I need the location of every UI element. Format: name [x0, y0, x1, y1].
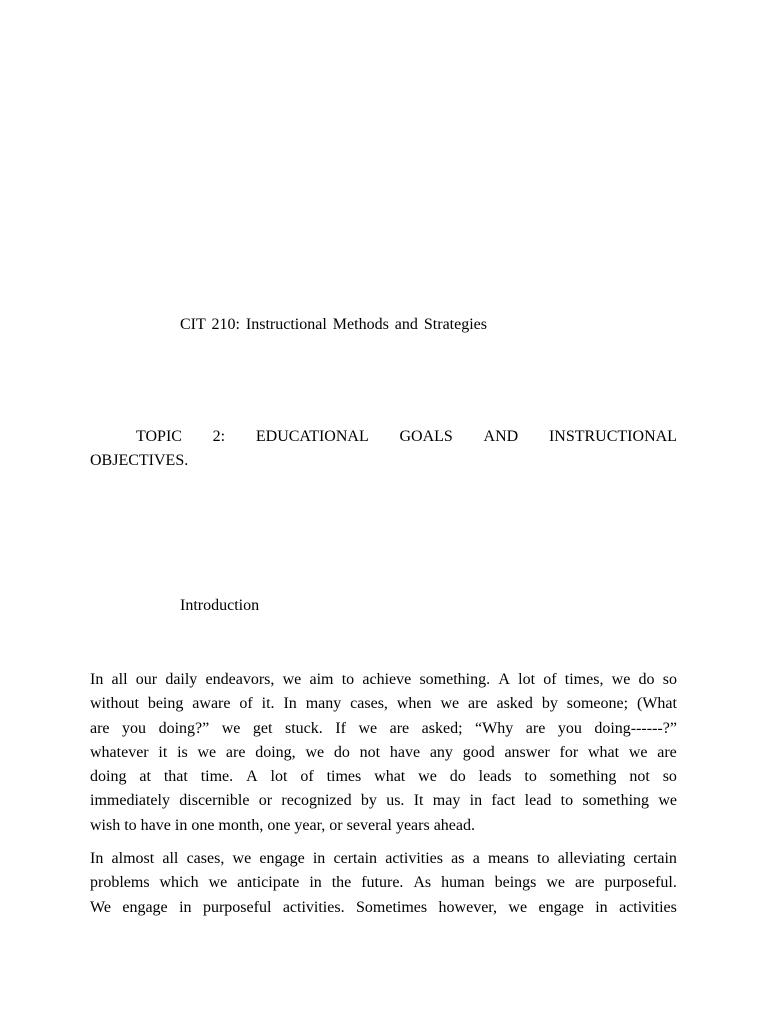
word: good	[462, 743, 495, 761]
word: daily	[165, 671, 198, 688]
word: times	[326, 768, 362, 786]
word: in	[179, 898, 192, 916]
word: to	[560, 792, 574, 810]
word: are	[574, 874, 595, 892]
word: we	[232, 850, 252, 868]
word: do	[333, 743, 350, 761]
word: without	[90, 695, 139, 713]
word: of	[543, 671, 557, 688]
paragraph	[90, 847, 677, 920]
word: engage	[122, 898, 168, 916]
word: problems	[90, 874, 150, 892]
word: being	[147, 695, 184, 713]
word: our	[135, 671, 158, 688]
word: doing	[90, 768, 127, 786]
word: any	[429, 743, 453, 761]
paragraph-line	[90, 741, 677, 765]
word: by	[541, 695, 558, 713]
word: immediately	[90, 792, 170, 810]
word: in	[309, 874, 322, 892]
topic-word: INSTRUCTIONAL	[548, 428, 677, 445]
word: activities.	[282, 898, 345, 916]
word: recognized	[281, 792, 352, 810]
word: purposeful.	[604, 874, 677, 892]
word: engage	[538, 898, 584, 916]
word: are	[389, 719, 410, 737]
word: we	[611, 671, 631, 688]
word: the	[331, 874, 352, 892]
word: As	[413, 874, 432, 892]
word: A	[246, 768, 258, 786]
word: a	[472, 850, 480, 868]
word: however,	[438, 898, 497, 916]
word: future.	[361, 874, 404, 892]
word: we	[282, 671, 302, 688]
word: is	[177, 743, 188, 761]
word: cases,	[186, 850, 225, 868]
topic-word: 2:	[212, 428, 226, 445]
word: something	[549, 768, 617, 786]
word: do	[638, 671, 655, 688]
word: we	[305, 743, 325, 761]
word: certain	[633, 850, 677, 868]
word: activities	[385, 850, 443, 868]
word: Sometimes	[356, 898, 428, 916]
word: or	[258, 792, 273, 810]
word: engage	[259, 850, 305, 868]
section-heading-introduction: Introduction	[180, 597, 260, 614]
word: all	[162, 850, 179, 868]
course-title: CIT 210: Instructional Methods and Strategies	[180, 316, 487, 333]
word: we	[208, 874, 228, 892]
word: it.	[261, 695, 275, 713]
topic-heading-line-1	[90, 425, 677, 449]
paragraph-line	[90, 692, 677, 716]
word: purposeful	[202, 898, 272, 916]
word: asked;	[421, 719, 463, 737]
paragraph-line	[90, 847, 677, 871]
topic-word: EDUCATIONAL	[255, 428, 369, 445]
word: at	[139, 768, 151, 786]
word: In	[90, 850, 104, 868]
word: so	[662, 768, 677, 786]
word: do	[449, 768, 466, 786]
word: us.	[386, 792, 405, 810]
word: what	[374, 768, 406, 786]
word: something.	[419, 671, 491, 688]
word: by	[360, 792, 377, 810]
word: that	[163, 768, 188, 786]
word: have	[389, 743, 421, 761]
paragraph-line	[90, 871, 677, 895]
word: what	[587, 743, 620, 761]
word: asked	[496, 695, 533, 713]
word: human	[441, 874, 485, 892]
word: It	[413, 792, 424, 810]
word: discernible	[179, 792, 250, 810]
word: are	[525, 719, 546, 737]
paragraph-line	[90, 896, 677, 920]
word: we	[628, 743, 648, 761]
word: to	[537, 850, 550, 868]
word: we	[418, 768, 437, 786]
word: when	[396, 695, 432, 713]
word: someone;	[566, 695, 629, 713]
word: not	[629, 768, 650, 786]
word: we	[358, 719, 378, 737]
word: for	[559, 743, 579, 761]
word: so	[662, 671, 677, 688]
topic-word: TOPIC	[136, 428, 182, 445]
word: you	[557, 719, 582, 737]
word: not	[359, 743, 381, 761]
word: are	[225, 743, 246, 761]
word: certain	[333, 850, 378, 868]
word: of	[239, 695, 253, 713]
topic-word: GOALS	[399, 428, 453, 445]
word: (What	[637, 695, 677, 713]
paragraph-line	[90, 717, 677, 741]
word: we	[221, 719, 241, 737]
topic-heading	[90, 425, 677, 473]
word: to	[341, 671, 355, 688]
word: stuck.	[284, 719, 323, 737]
word: lot	[270, 768, 288, 786]
word: alleviating	[557, 850, 626, 868]
word: we	[440, 695, 460, 713]
word: it	[158, 743, 168, 761]
word: of	[300, 768, 314, 786]
word: cases,	[350, 695, 388, 713]
word: aim	[309, 671, 334, 688]
topic-word: AND	[483, 428, 519, 445]
word: are	[468, 695, 488, 713]
word: leads	[478, 768, 512, 786]
word: In	[283, 695, 297, 713]
word: doing,	[255, 743, 296, 761]
body-text	[90, 668, 677, 929]
word: endeavors,	[205, 671, 275, 688]
word: means	[487, 850, 529, 868]
word: beings	[494, 874, 537, 892]
word: in	[312, 850, 326, 868]
word: many	[305, 695, 342, 713]
paragraph	[90, 668, 677, 838]
word: you	[122, 719, 147, 737]
word: get	[252, 719, 273, 737]
word: we	[658, 792, 677, 810]
word: times,	[564, 671, 604, 688]
word: answer	[504, 743, 550, 761]
word: fact	[491, 792, 516, 810]
word: aware	[192, 695, 231, 713]
word: A	[498, 671, 510, 688]
word: we	[508, 898, 528, 916]
word: are	[657, 743, 677, 761]
word: we	[546, 874, 565, 892]
word: If	[335, 719, 346, 737]
word: lead	[524, 792, 552, 810]
paragraph-line	[90, 789, 677, 813]
word: may	[432, 792, 461, 810]
word: In	[90, 671, 104, 688]
word: in	[595, 898, 608, 916]
word: achieve	[362, 671, 412, 688]
word: “Why	[475, 719, 514, 737]
word: time.	[200, 768, 234, 786]
word: we	[197, 743, 217, 761]
word: activities	[619, 898, 677, 916]
word: something	[582, 792, 650, 810]
word: as	[451, 850, 465, 868]
paragraph-line: wish to have in one month, one year, or several years ahead.	[90, 816, 475, 834]
word: to	[524, 768, 537, 786]
word: whatever	[90, 743, 149, 761]
word: We	[90, 898, 111, 916]
topic-heading-line-2: OBJECTIVES.	[90, 452, 189, 469]
word: almost	[111, 850, 155, 868]
word: in	[469, 792, 483, 810]
paragraph-line	[90, 765, 677, 789]
word: doing------?”	[594, 719, 677, 737]
word: doing?”	[158, 719, 210, 737]
word: all	[111, 671, 128, 688]
word: anticipate	[237, 874, 300, 892]
word: lot	[518, 671, 536, 688]
word: which	[159, 874, 199, 892]
word: are	[90, 719, 110, 737]
paragraph-line	[90, 668, 677, 692]
